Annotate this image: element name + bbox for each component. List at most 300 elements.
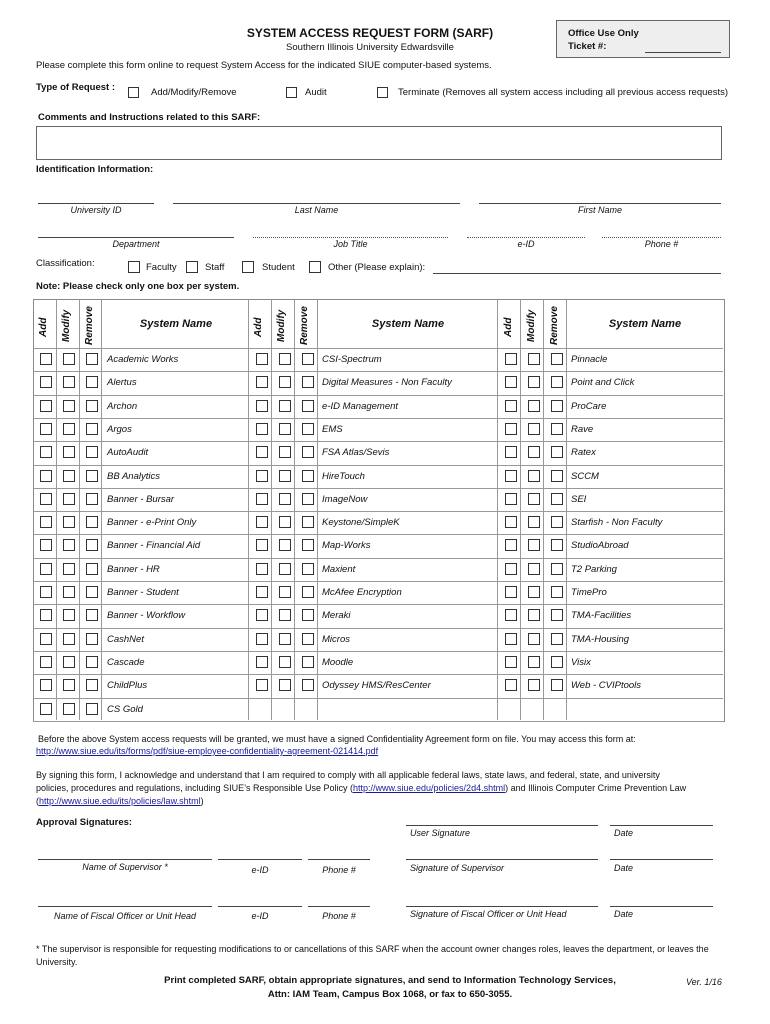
system-name: TMA-Housing <box>571 634 630 645</box>
remove-checkbox[interactable] <box>551 516 563 528</box>
add-checkbox[interactable] <box>40 539 52 551</box>
user-signature-field[interactable] <box>406 825 598 826</box>
modify-checkbox[interactable] <box>528 586 540 598</box>
remove-checkbox[interactable] <box>86 633 98 645</box>
modify-checkbox[interactable] <box>279 586 291 598</box>
system-name: SEI <box>571 494 587 505</box>
signing-line-3 <box>36 795 736 808</box>
remove-checkbox[interactable] <box>86 353 98 365</box>
student-label: Student <box>262 262 295 273</box>
system-name: Meraki <box>322 610 351 621</box>
table-row-divider <box>33 348 723 349</box>
add-checkbox[interactable] <box>256 376 268 388</box>
classification-label: Classification: <box>36 258 95 269</box>
system-name: Starfish - Non Faculty <box>571 517 663 528</box>
add-checkbox[interactable] <box>505 563 517 575</box>
col-remove-header-2: Remove <box>299 306 310 345</box>
table-row-divider <box>33 604 723 605</box>
modify-checkbox[interactable] <box>63 609 75 621</box>
modify-checkbox[interactable] <box>63 656 75 668</box>
user-signature-caption: User Signature <box>410 828 471 838</box>
supervisor-eid-field[interactable] <box>218 859 302 860</box>
system-name: Map-Works <box>322 540 371 551</box>
add-modify-remove-checkbox[interactable] <box>128 87 139 98</box>
col-remove-header-1: Remove <box>84 306 95 345</box>
add-checkbox[interactable] <box>505 446 517 458</box>
system-name: TMA-Facilities <box>571 610 632 621</box>
table-row-divider <box>33 628 723 629</box>
col-system-header-3: System Name <box>608 318 682 330</box>
university-id-field[interactable] <box>38 203 154 204</box>
table-column-divider <box>543 299 544 720</box>
system-name: Archon <box>107 401 138 412</box>
table-column-divider <box>294 299 295 720</box>
system-name: Banner - Financial Aid <box>107 540 201 551</box>
fiscal-eid-caption: e-ID <box>251 911 269 921</box>
remove-checkbox[interactable] <box>302 586 314 598</box>
add-checkbox[interactable] <box>256 470 268 482</box>
other-checkbox[interactable] <box>309 261 321 273</box>
modify-checkbox[interactable] <box>279 353 291 365</box>
system-name: Point and Click <box>571 377 635 388</box>
table-column-divider <box>248 299 249 720</box>
remove-checkbox[interactable] <box>302 679 314 691</box>
approval-label: Approval Signatures: <box>36 817 133 828</box>
system-name: Micros <box>322 634 350 645</box>
system-name: Banner - HR <box>107 564 160 575</box>
system-name: ChildPlus <box>107 680 148 691</box>
fiscal-date-field[interactable] <box>610 906 713 907</box>
add-checkbox[interactable] <box>505 400 517 412</box>
modify-checkbox[interactable] <box>279 656 291 668</box>
eid-caption: e-ID <box>517 239 535 249</box>
add-checkbox[interactable] <box>256 539 268 551</box>
add-checkbox[interactable] <box>40 446 52 458</box>
col-system-header-2: System Name <box>371 318 445 330</box>
intro-text: Please complete this form online to request System Access for the indicated SIUE computer-based systems. <box>36 60 492 71</box>
add-checkbox[interactable] <box>40 516 52 528</box>
add-checkbox[interactable] <box>40 400 52 412</box>
modify-checkbox[interactable] <box>279 633 291 645</box>
add-checkbox[interactable] <box>505 656 517 668</box>
department-caption: Department <box>112 239 160 249</box>
table-row-divider <box>33 651 723 652</box>
modify-checkbox[interactable] <box>528 563 540 575</box>
system-name: Ratex <box>571 447 596 458</box>
add-checkbox[interactable] <box>505 609 517 621</box>
modify-checkbox[interactable] <box>63 353 75 365</box>
fiscal-signature-field[interactable] <box>406 906 598 907</box>
fiscal-name-caption: Name of Fiscal Officer or Unit Head <box>53 911 197 921</box>
table-row-divider <box>33 534 723 535</box>
col-system-header-1: System Name <box>139 318 213 330</box>
modify-checkbox[interactable] <box>279 539 291 551</box>
system-name: HireTouch <box>322 471 365 482</box>
supervisor-signature-field[interactable] <box>406 859 598 860</box>
system-name: FSA Atlas/Sevis <box>322 447 390 458</box>
system-name: Visix <box>571 657 591 668</box>
remove-checkbox[interactable] <box>302 563 314 575</box>
remove-checkbox[interactable] <box>86 656 98 668</box>
supervisor-name-caption: Name of Supervisor * <box>82 862 168 872</box>
add-checkbox[interactable] <box>505 376 517 388</box>
system-name: TimePro <box>571 587 607 598</box>
other-explain-field[interactable] <box>433 273 721 274</box>
add-checkbox[interactable] <box>256 353 268 365</box>
add-checkbox[interactable] <box>40 656 52 668</box>
modify-checkbox[interactable] <box>279 470 291 482</box>
computer-crime-law-link[interactable]: http://www.siue.edu/its/policies/law.shtml <box>39 796 201 806</box>
user-date-caption: Date <box>614 828 634 838</box>
add-checkbox[interactable] <box>505 633 517 645</box>
supervisor-phone-caption: Phone # <box>322 865 356 875</box>
system-name: T2 Parking <box>571 564 617 575</box>
modify-checkbox[interactable] <box>63 400 75 412</box>
student-checkbox[interactable] <box>242 261 254 273</box>
table-column-divider <box>79 299 80 720</box>
add-checkbox[interactable] <box>40 609 52 621</box>
add-modify-remove-label: Add/Modify/Remove <box>151 87 237 98</box>
remove-checkbox[interactable] <box>551 353 563 365</box>
add-checkbox[interactable] <box>256 563 268 575</box>
audit-label: Audit <box>305 87 327 98</box>
table-row-divider <box>33 465 723 466</box>
system-name: Academic Works <box>107 354 179 365</box>
table-column-divider <box>520 299 521 720</box>
remove-checkbox[interactable] <box>551 563 563 575</box>
supervisor-phone-field[interactable] <box>308 859 370 860</box>
col-add-header-1: Add <box>38 317 49 337</box>
remove-checkbox[interactable] <box>551 493 563 505</box>
remove-checkbox[interactable] <box>86 539 98 551</box>
user-date-field[interactable] <box>610 825 713 826</box>
first-name-field[interactable] <box>479 203 721 204</box>
add-checkbox[interactable] <box>40 679 52 691</box>
add-checkbox[interactable] <box>256 493 268 505</box>
table-row-divider <box>33 395 723 396</box>
confidentiality-link[interactable]: http://www.siue.edu/its/forms/pdf/siue-employee-confidentiality-agreement-021414.pdf <box>36 746 379 756</box>
table-row-divider <box>33 721 723 722</box>
remove-checkbox[interactable] <box>86 516 98 528</box>
add-checkbox[interactable] <box>40 493 52 505</box>
table-column-divider <box>566 299 567 720</box>
col-modify-header-2: Modify <box>276 309 287 342</box>
last-name-field[interactable] <box>173 203 460 204</box>
remove-checkbox[interactable] <box>86 400 98 412</box>
add-checkbox[interactable] <box>40 423 52 435</box>
modify-checkbox[interactable] <box>279 493 291 505</box>
identification-label: Identification Information: <box>36 164 154 175</box>
add-checkbox[interactable] <box>256 400 268 412</box>
remove-checkbox[interactable] <box>302 376 314 388</box>
department-field[interactable] <box>38 237 234 238</box>
add-checkbox[interactable] <box>256 423 268 435</box>
fiscal-eid-field[interactable] <box>218 906 302 907</box>
remove-checkbox[interactable] <box>551 609 563 621</box>
system-name: Web - CVIPtools <box>571 680 642 691</box>
col-add-header-2: Add <box>253 317 264 337</box>
signing-paragraph <box>36 769 736 808</box>
modify-checkbox[interactable] <box>528 539 540 551</box>
system-name: Banner - e-Print Only <box>107 517 197 528</box>
phone-caption: Phone # <box>644 239 679 249</box>
system-name: BB Analytics <box>107 471 160 482</box>
table-row-divider <box>33 558 723 559</box>
job-title-field[interactable] <box>253 237 448 238</box>
system-name: ProCare <box>571 401 607 412</box>
fiscal-phone-field[interactable] <box>308 906 370 907</box>
office-use-label: Office Use Only <box>568 28 639 39</box>
modify-checkbox[interactable] <box>528 656 540 668</box>
system-name: Pinnacle <box>571 354 608 365</box>
modify-checkbox[interactable] <box>528 400 540 412</box>
system-name: CS Gold <box>107 704 143 715</box>
eid-field[interactable] <box>467 237 585 238</box>
system-name: Keystone/SimpleK <box>322 517 400 528</box>
add-checkbox[interactable] <box>505 586 517 598</box>
faculty-checkbox[interactable] <box>128 261 140 273</box>
table-row-divider <box>33 488 723 489</box>
modify-checkbox[interactable] <box>63 586 75 598</box>
remove-checkbox[interactable] <box>86 703 98 715</box>
add-checkbox[interactable] <box>256 446 268 458</box>
add-checkbox[interactable] <box>505 423 517 435</box>
modify-checkbox[interactable] <box>528 516 540 528</box>
remove-checkbox[interactable] <box>551 376 563 388</box>
remove-checkbox[interactable] <box>551 539 563 551</box>
table-column-divider <box>317 299 318 720</box>
modify-checkbox[interactable] <box>63 470 75 482</box>
modify-checkbox[interactable] <box>528 376 540 388</box>
phone-field[interactable] <box>602 237 721 238</box>
modify-checkbox[interactable] <box>528 446 540 458</box>
modify-checkbox[interactable] <box>63 539 75 551</box>
system-name: AutoAudit <box>107 447 149 458</box>
remove-checkbox[interactable] <box>86 609 98 621</box>
last-name-caption: Last Name <box>294 205 339 215</box>
col-add-header-3: Add <box>503 317 514 337</box>
system-name: StudioAbroad <box>571 540 629 551</box>
supervisor-name-field[interactable] <box>38 859 212 860</box>
table-column-divider <box>497 299 498 720</box>
table-row-divider <box>33 511 723 512</box>
system-name: EMS <box>322 424 343 435</box>
add-checkbox[interactable] <box>505 539 517 551</box>
remove-checkbox[interactable] <box>551 400 563 412</box>
remove-checkbox[interactable] <box>86 470 98 482</box>
system-name: Banner - Workflow <box>107 610 186 621</box>
version-label: Ver. 1/16 <box>686 977 722 987</box>
remove-checkbox[interactable] <box>302 353 314 365</box>
table-column-divider <box>56 299 57 720</box>
modify-checkbox[interactable] <box>279 679 291 691</box>
remove-checkbox[interactable] <box>551 633 563 645</box>
ticket-label: Ticket #: <box>568 41 607 52</box>
remove-checkbox[interactable] <box>86 563 98 575</box>
supervisor-date-field[interactable] <box>610 859 713 860</box>
system-name: Moodle <box>322 657 354 668</box>
add-checkbox[interactable] <box>40 470 52 482</box>
remove-checkbox[interactable] <box>302 633 314 645</box>
supervisor-signature-caption: Signature of Supervisor <box>410 863 505 873</box>
add-checkbox[interactable] <box>256 609 268 621</box>
fiscal-date-caption: Date <box>614 909 634 919</box>
modify-checkbox[interactable] <box>528 493 540 505</box>
table-column-divider <box>101 299 102 720</box>
system-name: Odyssey HMS/ResCenter <box>322 680 431 691</box>
remove-checkbox[interactable] <box>551 470 563 482</box>
add-checkbox[interactable] <box>505 470 517 482</box>
comments-textarea[interactable] <box>36 126 722 160</box>
modify-checkbox[interactable] <box>63 423 75 435</box>
remove-checkbox[interactable] <box>86 446 98 458</box>
add-checkbox[interactable] <box>505 516 517 528</box>
add-checkbox[interactable] <box>256 656 268 668</box>
remove-checkbox[interactable] <box>302 656 314 668</box>
col-modify-header-3: Modify <box>526 309 537 342</box>
job-title-caption: Job Title <box>333 239 368 249</box>
remove-checkbox[interactable] <box>302 400 314 412</box>
system-name: ImageNow <box>322 494 368 505</box>
system-name: Banner - Student <box>107 587 179 598</box>
add-checkbox[interactable] <box>40 633 52 645</box>
modify-checkbox[interactable] <box>279 563 291 575</box>
modify-checkbox[interactable] <box>279 516 291 528</box>
university-id-caption: University ID <box>70 205 122 215</box>
system-name: Cascade <box>107 657 145 668</box>
remove-checkbox[interactable] <box>551 586 563 598</box>
modify-checkbox[interactable] <box>279 376 291 388</box>
modify-checkbox[interactable] <box>63 679 75 691</box>
remove-checkbox[interactable] <box>86 493 98 505</box>
system-name: e-ID Management <box>322 401 399 412</box>
confidentiality-text: Before the above System access requests will be granted, we must have a signed Confidentiality Agreement form on file. You may access this form at: <box>38 734 636 744</box>
modify-checkbox[interactable] <box>63 446 75 458</box>
system-name: Digital Measures - Non Faculty <box>322 377 452 388</box>
modify-checkbox[interactable] <box>528 679 540 691</box>
add-checkbox[interactable] <box>256 633 268 645</box>
col-remove-header-3: Remove <box>549 306 560 345</box>
faculty-label: Faculty <box>146 262 177 273</box>
table-row-divider <box>33 581 723 582</box>
signing-text-2a: policies, procedures and regulations, including SIUE’s Responsible Use Policy ( <box>36 783 353 793</box>
add-checkbox[interactable] <box>40 703 52 715</box>
add-checkbox[interactable] <box>40 353 52 365</box>
system-name: Banner - Bursar <box>107 494 175 505</box>
modify-checkbox[interactable] <box>279 423 291 435</box>
signing-text-3a: ( <box>36 796 39 806</box>
remove-checkbox[interactable] <box>551 679 563 691</box>
first-name-caption: First Name <box>577 205 622 215</box>
modify-checkbox[interactable] <box>63 703 75 715</box>
remove-checkbox[interactable] <box>86 423 98 435</box>
remove-checkbox[interactable] <box>302 609 314 621</box>
modify-checkbox[interactable] <box>63 376 75 388</box>
table-row-divider <box>33 698 723 699</box>
comments-label: Comments and Instructions related to this SARF: <box>38 112 261 123</box>
remove-checkbox[interactable] <box>302 423 314 435</box>
terminate-label: Terminate (Removes all system access including all previous access requests) <box>398 87 728 98</box>
supervisor-date-caption: Date <box>614 863 634 873</box>
system-name: McAfee Encryption <box>322 587 402 598</box>
system-name: Maxient <box>322 564 356 575</box>
signing-line-1: By signing this form, I acknowledge and understand that I am required to comply with all applicable federal laws, state laws, and federal, state, and university <box>36 770 660 780</box>
table-row-divider <box>33 441 723 442</box>
modify-checkbox[interactable] <box>63 563 75 575</box>
system-name: Alertus <box>107 377 137 388</box>
table-column-divider <box>271 299 272 720</box>
add-checkbox[interactable] <box>505 353 517 365</box>
fiscal-signature-caption: Signature of Fiscal Officer or Unit Head <box>410 909 567 919</box>
remove-checkbox[interactable] <box>302 516 314 528</box>
add-checkbox[interactable] <box>505 679 517 691</box>
system-name: Rave <box>571 424 594 435</box>
supervisor-eid-caption: e-ID <box>251 865 269 875</box>
remove-checkbox[interactable] <box>551 446 563 458</box>
remove-checkbox[interactable] <box>302 493 314 505</box>
remove-checkbox[interactable] <box>302 446 314 458</box>
fiscal-name-field[interactable] <box>38 906 212 907</box>
ticket-field[interactable] <box>645 52 721 53</box>
system-name: Argos <box>107 424 132 435</box>
responsible-use-link[interactable]: http://www.siue.edu/policies/2d4.shtml <box>353 783 506 793</box>
table-row-divider <box>33 371 723 372</box>
table-row-divider <box>33 418 723 419</box>
system-name: CashNet <box>107 634 144 645</box>
modify-checkbox[interactable] <box>279 609 291 621</box>
note-text: Note: Please check only one box per system. <box>36 281 240 292</box>
add-checkbox[interactable] <box>40 376 52 388</box>
modify-checkbox[interactable] <box>63 493 75 505</box>
add-checkbox[interactable] <box>256 586 268 598</box>
remove-checkbox[interactable] <box>302 470 314 482</box>
add-checkbox[interactable] <box>256 516 268 528</box>
modify-checkbox[interactable] <box>63 516 75 528</box>
modify-checkbox[interactable] <box>528 609 540 621</box>
add-checkbox[interactable] <box>256 679 268 691</box>
fiscal-phone-caption: Phone # <box>322 911 356 921</box>
modify-checkbox[interactable] <box>528 633 540 645</box>
modify-checkbox[interactable] <box>279 400 291 412</box>
modify-checkbox[interactable] <box>528 423 540 435</box>
audit-checkbox[interactable] <box>286 87 297 98</box>
modify-checkbox[interactable] <box>279 446 291 458</box>
remove-checkbox[interactable] <box>86 376 98 388</box>
remove-checkbox[interactable] <box>302 539 314 551</box>
add-checkbox[interactable] <box>505 493 517 505</box>
table-row-divider <box>33 674 723 675</box>
form-title: SYSTEM ACCESS REQUEST FORM (SARF) <box>246 26 494 40</box>
system-name: CSI-Spectrum <box>322 354 382 365</box>
signing-text-3b: ) <box>200 796 204 806</box>
terminate-checkbox[interactable] <box>377 87 388 98</box>
add-checkbox[interactable] <box>40 563 52 575</box>
modify-checkbox[interactable] <box>63 633 75 645</box>
remove-checkbox[interactable] <box>86 586 98 598</box>
modify-checkbox[interactable] <box>528 470 540 482</box>
signing-text-2b: ) and Illinois Computer Crime Prevention Law <box>505 783 687 793</box>
remove-checkbox[interactable] <box>551 423 563 435</box>
footer-line-2: Attn: IAM Team, Campus Box 1068, or fax to 650-3055. <box>267 989 513 1000</box>
request-type-label: Type of Request : <box>36 82 115 93</box>
remove-checkbox[interactable] <box>86 679 98 691</box>
modify-checkbox[interactable] <box>528 353 540 365</box>
other-label: Other (Please explain): <box>328 262 426 273</box>
add-checkbox[interactable] <box>40 586 52 598</box>
remove-checkbox[interactable] <box>551 656 563 668</box>
supervisor-footnote: * The supervisor is responsible for requesting modifications to or cancellations of this SARF when the account owner changes roles, leaves the department, or leaves the University. <box>36 944 709 967</box>
staff-checkbox[interactable] <box>186 261 198 273</box>
